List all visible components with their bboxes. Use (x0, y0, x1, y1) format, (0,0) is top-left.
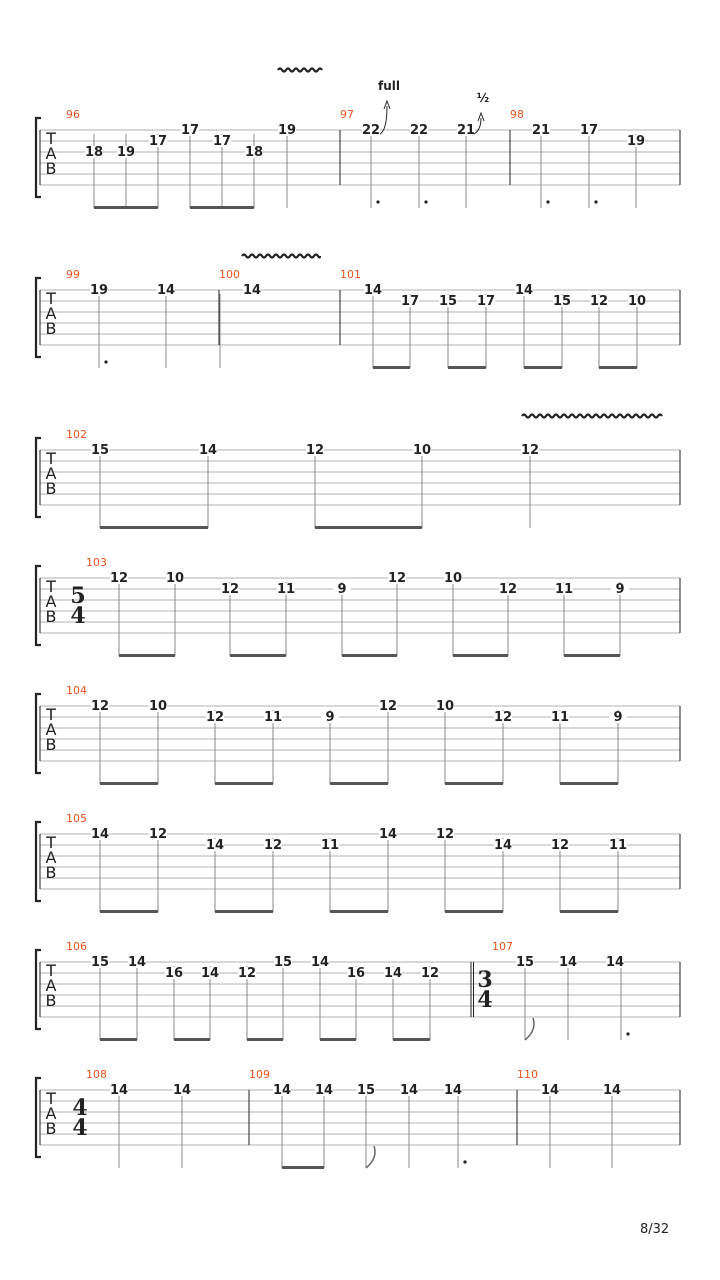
tab-clef-letter: A (45, 464, 57, 483)
fret-number: 10 (443, 571, 463, 586)
beam (215, 782, 273, 785)
beam (100, 782, 158, 785)
tab-clef-letter: T (46, 129, 56, 148)
tab-system (36, 684, 680, 785)
note-flag (525, 1018, 534, 1040)
beam (315, 526, 422, 529)
fret-number: 21 (531, 123, 551, 138)
tab-system (36, 69, 680, 210)
fret-number: 12 (520, 443, 540, 458)
fret-number: 16 (164, 966, 184, 981)
fret-number: 12 (305, 443, 325, 458)
tab-system (36, 940, 680, 1041)
fret-number: 14 (127, 955, 147, 970)
tab-clef-letter: B (45, 991, 57, 1010)
measure-number: 107 (492, 940, 513, 953)
fret-number: 14 (90, 827, 110, 842)
fret-number: 10 (627, 294, 647, 309)
vibrato-mark (522, 415, 662, 418)
beam (445, 782, 503, 785)
tab-clef-letter: T (46, 449, 56, 468)
fret-number: 10 (412, 443, 432, 458)
fret-number: 12 (435, 827, 455, 842)
measure-number: 101 (340, 268, 361, 281)
beam (190, 206, 254, 209)
dot (104, 360, 107, 363)
measure-number: 100 (219, 268, 240, 281)
fret-number: 14 (443, 1083, 463, 1098)
measure-number: 103 (86, 556, 107, 569)
time-signature-digit: 4 (70, 603, 86, 629)
fret-number: 12 (589, 294, 609, 309)
tab-clef-letter: T (46, 577, 56, 596)
fret-number: 15 (273, 955, 293, 970)
fret-number: 14 (602, 1083, 622, 1098)
beam (247, 1038, 283, 1041)
fret-number: 12 (237, 966, 257, 981)
tab-system (36, 556, 680, 657)
fret-number: 11 (320, 838, 340, 853)
tab-clef-letter: T (46, 833, 56, 852)
fret-number: 14 (399, 1083, 419, 1098)
fret-number: 18 (244, 145, 264, 160)
measure-number: 96 (66, 108, 80, 121)
page-number: 8/32 (640, 1222, 670, 1237)
time-signature-digit: 5 (70, 583, 86, 609)
tab-clef-letter: B (45, 319, 57, 338)
measure-number: 106 (66, 940, 87, 953)
vibrato-mark (242, 255, 320, 258)
tab-clef-letter: A (45, 592, 57, 611)
fret-number: 19 (626, 134, 646, 149)
fret-number: 14 (172, 1083, 192, 1098)
fret-number: 14 (109, 1083, 129, 1098)
fret-number: 11 (263, 710, 283, 725)
fret-number: 12 (90, 699, 110, 714)
fret-number: 9 (613, 710, 623, 725)
fret-number: 12 (220, 582, 240, 597)
measure-number: 99 (66, 268, 80, 281)
fret-number: 9 (325, 710, 335, 725)
tab-clef-letter: B (45, 1119, 57, 1138)
tab-system (36, 1068, 680, 1169)
beam (560, 910, 618, 913)
tab-clef-letter: A (45, 720, 57, 739)
fret-number: 11 (608, 838, 628, 853)
fret-number: 11 (550, 710, 570, 725)
measure-number: 98 (510, 108, 524, 121)
dot (546, 200, 549, 203)
fret-number: 12 (378, 699, 398, 714)
beam (215, 910, 273, 913)
fret-number: 10 (148, 699, 168, 714)
fret-number: 14 (242, 283, 262, 298)
beam (448, 366, 486, 369)
fret-number: 15 (515, 955, 535, 970)
fret-number: 14 (198, 443, 218, 458)
fret-number: 14 (363, 283, 383, 298)
beam (320, 1038, 356, 1041)
fret-number: 12 (387, 571, 407, 586)
fret-number: 14 (493, 838, 513, 853)
dot (376, 200, 379, 203)
fret-number: 12 (263, 838, 283, 853)
fret-number: 12 (498, 582, 518, 597)
beam (445, 910, 503, 913)
fret-number: 12 (550, 838, 570, 853)
fret-number: 17 (476, 294, 496, 309)
fret-number: 14 (310, 955, 330, 970)
fret-number: 14 (200, 966, 220, 981)
fret-number: 14 (378, 827, 398, 842)
fret-number: 18 (84, 145, 104, 160)
beam (100, 1038, 137, 1041)
note-flag (366, 1146, 375, 1168)
beam (373, 366, 410, 369)
fret-number: 14 (558, 955, 578, 970)
fret-number: 17 (212, 134, 232, 149)
beam (564, 654, 620, 657)
fret-number: 15 (356, 1083, 376, 1098)
measure-number: 108 (86, 1068, 107, 1081)
measure-number: 97 (340, 108, 354, 121)
tab-clef-letter: A (45, 144, 57, 163)
fret-number: 10 (435, 699, 455, 714)
tab-clef-letter: T (46, 1089, 56, 1108)
beam (342, 654, 397, 657)
time-signature-digit: 4 (477, 987, 493, 1013)
beam (393, 1038, 430, 1041)
fret-number: 17 (400, 294, 420, 309)
beam (119, 654, 175, 657)
tab-clef-letter: B (45, 159, 57, 178)
fret-number: 22 (409, 123, 429, 138)
fret-number: 15 (90, 443, 110, 458)
tab-clef-letter: B (45, 863, 57, 882)
tab-clef-letter: B (45, 607, 57, 626)
bend-label: ½ (476, 91, 490, 105)
measure-number: 105 (66, 812, 87, 825)
beam (100, 910, 158, 913)
fret-number: 11 (276, 582, 296, 597)
fret-number: 15 (438, 294, 458, 309)
measure-number: 110 (517, 1068, 538, 1081)
beam (230, 654, 286, 657)
time-signature-digit: 4 (72, 1095, 88, 1121)
dot (463, 1160, 466, 1163)
beam (94, 206, 158, 209)
beam (174, 1038, 210, 1041)
time-signature-digit: 4 (72, 1115, 88, 1141)
tab-system (36, 415, 680, 530)
tab-clef-letter: B (45, 479, 57, 498)
tab-clef-letter: A (45, 304, 57, 323)
tab-clef-letter: T (46, 705, 56, 724)
tab-clef-letter: T (46, 961, 56, 980)
fret-number: 19 (116, 145, 136, 160)
dot (626, 1032, 629, 1035)
fret-number: 14 (272, 1083, 292, 1098)
measure-number: 102 (66, 428, 87, 441)
fret-number: 21 (456, 123, 476, 138)
fret-number: 15 (90, 955, 110, 970)
fret-number: 17 (180, 123, 200, 138)
fret-number: 12 (493, 710, 513, 725)
fret-number: 12 (109, 571, 129, 586)
fret-number: 12 (205, 710, 225, 725)
bend-arrow (474, 118, 481, 134)
measure-number: 104 (66, 684, 87, 697)
dot (424, 200, 427, 203)
fret-number: 19 (89, 283, 109, 298)
measure-number: 109 (249, 1068, 270, 1081)
fret-number: 10 (165, 571, 185, 586)
fret-number: 17 (579, 123, 599, 138)
tab-clef-letter: B (45, 735, 57, 754)
fret-number: 12 (420, 966, 440, 981)
fret-number: 22 (361, 123, 381, 138)
fret-number: 14 (383, 966, 403, 981)
fret-number: 9 (337, 582, 347, 597)
beam (282, 1166, 324, 1169)
beam (453, 654, 508, 657)
tab-clef-letter: A (45, 848, 57, 867)
beam (330, 782, 388, 785)
bend-label: full (378, 79, 400, 93)
tab-clef-letter: A (45, 976, 57, 995)
fret-number: 12 (148, 827, 168, 842)
beam (330, 910, 388, 913)
fret-number: 14 (605, 955, 625, 970)
tab-system (36, 255, 680, 370)
fret-number: 19 (277, 123, 297, 138)
tab-clef-letter: T (46, 289, 56, 308)
fret-number: 17 (148, 134, 168, 149)
fret-number: 14 (314, 1083, 334, 1098)
fret-number: 14 (205, 838, 225, 853)
beam (560, 782, 618, 785)
fret-number: 9 (615, 582, 625, 597)
dot (594, 200, 597, 203)
tab-system (36, 812, 680, 913)
beam (599, 366, 637, 369)
vibrato-mark (278, 69, 322, 72)
beam (524, 366, 562, 369)
tab-clef-letter: A (45, 1104, 57, 1123)
beam (100, 526, 208, 529)
time-signature-digit: 3 (477, 967, 493, 993)
fret-number: 15 (552, 294, 572, 309)
fret-number: 11 (554, 582, 574, 597)
fret-number: 14 (540, 1083, 560, 1098)
fret-number: 14 (514, 283, 534, 298)
fret-number: 14 (156, 283, 176, 298)
fret-number: 16 (346, 966, 366, 981)
